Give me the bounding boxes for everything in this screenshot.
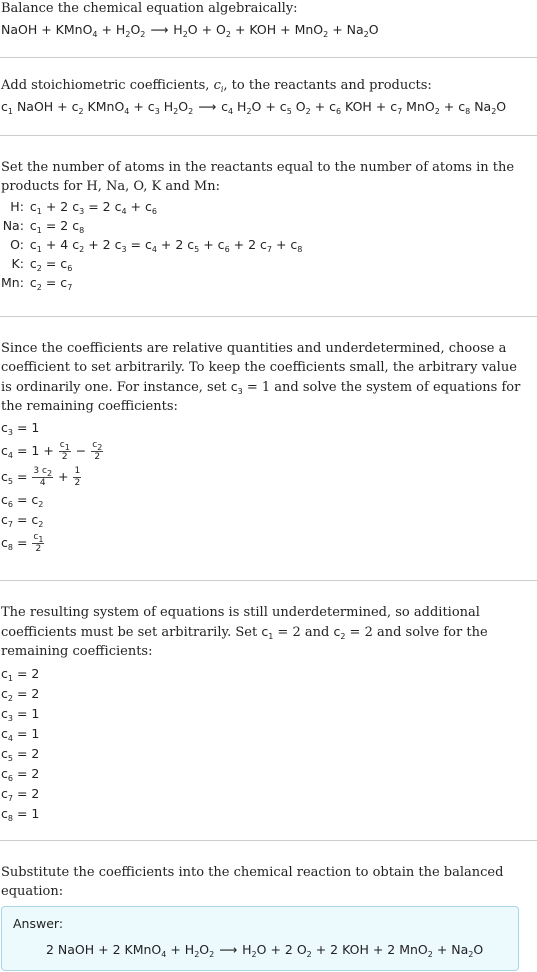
balance-equation: $c_1 + 2$ $c_3 = 2$ $c_4 + c_6$ [29, 199, 157, 216]
divider [0, 840, 537, 841]
divider [0, 316, 537, 317]
solution-line: $c_3 = 1$ [1, 420, 40, 437]
value-line: $c_6 = 2$ [1, 766, 40, 783]
atom-equations [1, 197, 305, 292]
element-label: O: [10, 237, 24, 252]
value-line: $c_8 = 1$ [1, 806, 40, 823]
value-line: $c_2 = 2$ [1, 686, 40, 703]
solve-section [1, 339, 535, 556]
step5-text: Substitute the coefficients into the chemical reaction to obtain the balanced equation: [1, 865, 504, 899]
element-label: Na: [2, 218, 24, 233]
step4-text: The resulting system of equations is still underdetermined, so additional coefficients must be set arbitrarily. Set $c_1 = 2$ and $c_2 = 2$ and solve for the remaining coefficients: [1, 605, 488, 659]
answer-box [1, 906, 519, 971]
substitute-section [1, 863, 535, 901]
value-line: $c_1 = 2$ [1, 666, 40, 683]
atom-balance-section [1, 158, 535, 292]
element-label: K: [11, 256, 24, 271]
divider [0, 135, 537, 136]
value-list [1, 664, 535, 824]
solution-line: $c_6 = c_2$ [1, 492, 44, 509]
solution-line: $c_8$ = $\frac{c_1}{2}$ [1, 532, 44, 554]
unbalanced-equation: NaOH + KMnO$_4$ + $H_2O_2$ ⟶ $H_2O + O_2$ + KOH + $MnO_2 + Na_2O$ [1, 22, 379, 39]
step3-text: Since the coefficients are relative quantities and underdetermined, choose a coefficient to set arbitrarily. To keep the coefficients small, the arbitrary value is ordinarily one. For instance, set $c_3 = 1$ and solve the system of equations for the remaining coefficients: [1, 341, 521, 414]
balance-equation: $c_1 + 4$ $c_2 + 2$ $c_3 = c_4 + 2$ $c_5 + c_6 + 2$ $c_7 + c_8$ [29, 237, 303, 254]
element-label: Mn: [1, 275, 24, 290]
value-line: $c_7 = 2$ [1, 786, 40, 803]
arbitrary-section [1, 603, 535, 824]
step1-text: Add stoichiometric coefficients, $c_i$, to the reactants and products: [1, 78, 432, 94]
solution-list [1, 418, 535, 556]
solution-line: $c_5$ = $\frac{3 c_2}{4}$ + $\frac{1}{2}$ [1, 466, 81, 488]
balance-equation: $c_1 = 2$ $c_8$ [29, 218, 85, 235]
value-line: $c_3 = 1$ [1, 706, 40, 723]
divider [0, 57, 537, 58]
divider [0, 580, 537, 581]
element-label: H: [10, 199, 24, 214]
step2-text: Set the number of atoms in the reactants equal to the number of atoms in the products for H, Na, O, K and Mn: [1, 160, 515, 194]
value-line: $c_5 = 2$ [1, 746, 40, 763]
balanced-equation: 2 NaOH + 2 KMnO$_4$ + $H_2O_2$ ⟶ $H_2O + 2$ $O_2 + 2$ KOH + 2 $MnO_2 + Na_2O$ [46, 942, 484, 959]
balance-equation: $c_2 = c_7$ [29, 275, 73, 292]
solution-line: $c_7 = c_2$ [1, 512, 44, 529]
coefficient-equation: $c_1$ NaOH + $c_2$ KMnO$_4$ + $c_3$ $H_2O_2$ ⟶ $c_4$ $H_2O + c_5$ $O_2 + c_6$ KOH + $c_7$ $MnO_2 + c_8$ $Na_2O$ [1, 99, 507, 116]
solution-line: $c_4 = 1$ + $\frac{c_1}{2}$ − $\frac{c_2}{2}$ [1, 440, 103, 462]
balance-equation: $c_2 = c_6$ [29, 256, 73, 273]
answer-label: Answer: [13, 916, 64, 931]
intro-section [1, 0, 535, 40]
value-line: $c_4 = 1$ [1, 726, 40, 743]
coefficients-section [1, 77, 535, 117]
intro-text: Balance the chemical equation algebraically: [1, 1, 298, 16]
